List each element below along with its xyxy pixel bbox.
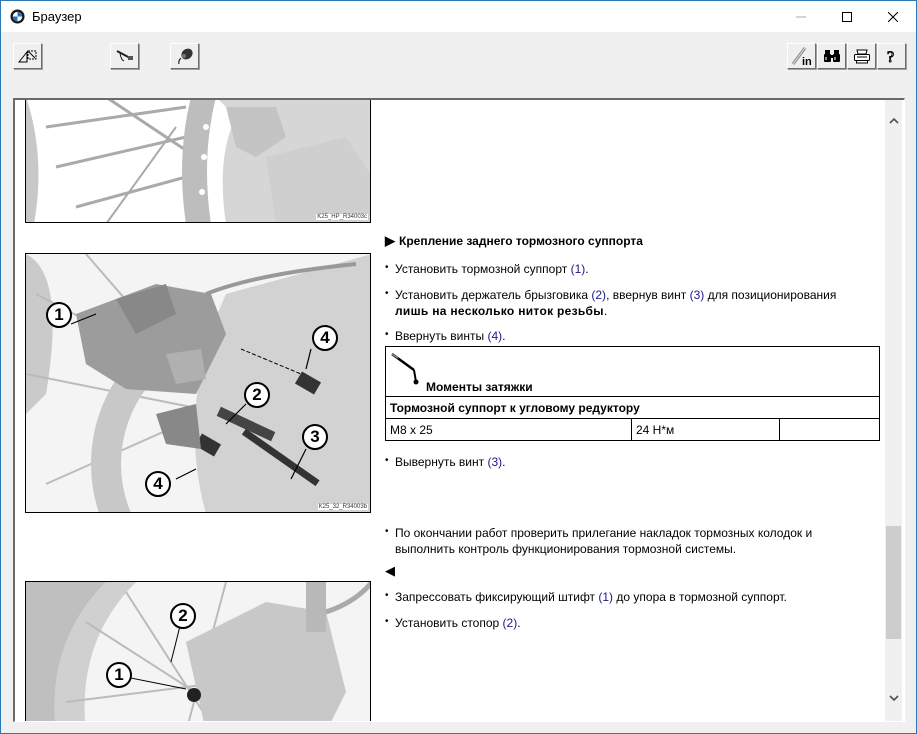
callout-2: 2: [244, 382, 270, 408]
figure-illustration: [26, 98, 371, 223]
ruler-inch-icon: [791, 46, 813, 66]
title-bar: [1, 1, 916, 32]
maximize-button[interactable]: [824, 1, 870, 32]
torque-spec-cell: M8 x 25: [386, 419, 632, 441]
torque-table-title: Моменты затяжки: [426, 380, 533, 394]
printer-icon: [853, 48, 871, 64]
step-text: Установить тормозной суппорт: [395, 262, 571, 276]
section-start-marker-icon: ▶: [385, 233, 395, 248]
vertical-scrollbar[interactable]: [885, 100, 902, 722]
callout-4: 4: [312, 325, 338, 351]
section-heading: [385, 233, 643, 249]
step-text: .: [502, 455, 506, 469]
chevron-down-icon: [889, 695, 899, 701]
document-view: [13, 98, 905, 722]
step-item: [385, 525, 875, 557]
chevron-up-icon: [889, 118, 899, 124]
step-item: [385, 287, 885, 319]
step-text: .: [502, 329, 506, 343]
maximize-icon: [842, 12, 852, 22]
question-icon: [885, 47, 899, 65]
figure-code: K25_HP_R34003c: [317, 214, 367, 220]
search-button[interactable]: [817, 43, 846, 69]
torque-table: [385, 346, 880, 441]
scrollbar-thumb[interactable]: [886, 526, 901, 639]
special-tool-button[interactable]: [110, 43, 139, 69]
step-reference: (1): [570, 262, 586, 276]
step-text: Установить стопор: [395, 616, 503, 630]
torque-table-subtitle: Тормозной суппорт к угловому редуктору: [386, 397, 880, 419]
step-item: [385, 454, 885, 470]
figure-pin-install: [25, 581, 371, 722]
scroll-up-button[interactable]: [885, 112, 902, 129]
toolbar: [1, 32, 916, 92]
figure-code: K25_32_R34003b: [318, 504, 367, 510]
minimize-button[interactable]: [778, 1, 824, 32]
print-button[interactable]: [847, 43, 876, 69]
callout-2: 2: [170, 603, 196, 629]
binoculars-icon: [823, 48, 841, 64]
step-reference: (3): [487, 455, 503, 469]
grease-tube-icon: [175, 47, 195, 65]
torque-table-header: [386, 347, 880, 397]
step-reference: (3): [689, 288, 705, 302]
section-heading-text: Крепление заднего тормозного суппорта: [399, 234, 643, 248]
callout-1: 1: [106, 662, 132, 688]
step-emphasis: лишь на несколько ниток резьбы: [395, 304, 604, 318]
help-button[interactable]: [877, 43, 906, 69]
step-item: [385, 261, 885, 277]
svg-text:?: ?: [886, 49, 894, 65]
callout-4: 4: [145, 471, 171, 497]
step-text: .: [585, 262, 589, 276]
wrench-tool-icon: [115, 48, 135, 64]
step-reference: (1): [598, 590, 614, 604]
figure-illustration: [26, 582, 371, 722]
step-reference: (2): [591, 288, 607, 302]
step-text: .: [603, 304, 608, 318]
step-text: , ввернув винт: [606, 288, 690, 302]
torque-table-header-row: [386, 347, 880, 397]
step-text: Вывернуть винт: [395, 455, 488, 469]
bmw-logo-icon: [10, 9, 25, 24]
figure-caliper-removed: [25, 98, 371, 223]
close-button[interactable]: [870, 1, 916, 32]
callout-1: 1: [46, 302, 72, 328]
step-item: [385, 328, 885, 344]
torque-value-cell: 24 Н*м: [632, 419, 780, 441]
figure-illustration: [26, 254, 371, 513]
scroll-down-button[interactable]: [885, 689, 902, 706]
torque-table-subtitle-row: [386, 397, 880, 419]
lubricant-button[interactable]: [170, 43, 199, 69]
window-title: Браузер: [32, 9, 82, 24]
torque-note-cell: [780, 419, 880, 441]
unit-conversion-button[interactable]: [787, 43, 816, 69]
step-item: [385, 589, 885, 605]
step-text: По окончании работ проверить прилегание накладок тормозных колодок и выполнить контроль функционирования тормозной системы.: [395, 526, 813, 556]
step-text: для позиционирования: [704, 288, 837, 302]
step-text: .: [517, 616, 521, 630]
svg-text:in: in: [801, 56, 812, 66]
step-text: Запрессовать фиксирующий штифт: [395, 590, 599, 604]
step-reference: (4): [487, 329, 503, 343]
step-text: Установить держатель брызговика: [395, 288, 592, 302]
close-icon: [888, 12, 898, 22]
figure-caliper-install: [25, 253, 371, 513]
table-row: [386, 419, 880, 441]
section-end-marker-icon: ◀: [385, 563, 395, 578]
minimize-icon: [796, 12, 806, 22]
step-text: Ввернуть винты: [395, 329, 488, 343]
triangle-diagram-icon: [18, 49, 38, 63]
step-reference: (2): [502, 616, 518, 630]
diagram-toggle-button[interactable]: [13, 43, 42, 69]
step-item: [385, 615, 885, 631]
callout-3: 3: [302, 424, 328, 450]
step-text: до упора в тормозной суппорт.: [613, 590, 787, 604]
torque-wrench-icon: [390, 352, 426, 386]
